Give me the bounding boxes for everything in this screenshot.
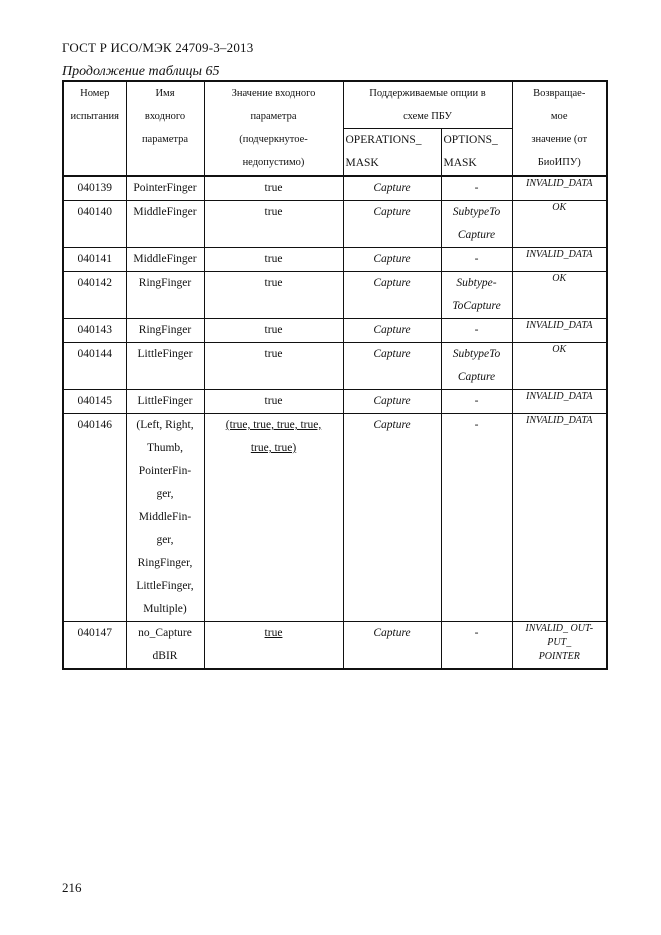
header-line: Поддерживаемые опции в <box>369 88 486 99</box>
document-header: ГОСТ Р ИСО/МЭК 24709-3–2013 <box>62 40 254 55</box>
header-line: мое <box>550 111 568 122</box>
operations-mask-value: Capture <box>373 324 411 336</box>
cell-param-value <box>204 272 343 319</box>
cell-param-name <box>126 622 204 670</box>
test-number: 040145 <box>77 395 112 407</box>
cell-options-mask <box>441 414 512 622</box>
cell-return-value <box>512 390 607 414</box>
operations-mask-value: Capture <box>373 182 411 194</box>
operations-mask-value: Capture <box>373 253 411 265</box>
test-number: 040140 <box>77 206 112 218</box>
cell-param-name <box>126 343 204 390</box>
cell-param-value <box>204 414 343 622</box>
test-number: 040146 <box>77 419 112 431</box>
header-return-value <box>512 81 607 176</box>
header-line: входного <box>144 111 186 122</box>
cell-test-number <box>63 272 126 319</box>
cell-operations-mask <box>343 343 441 390</box>
cell-return-value <box>512 272 607 319</box>
cell-test-number <box>63 390 126 414</box>
cell-line: Capture <box>457 229 496 241</box>
cell-line: true <box>264 182 283 194</box>
cell-test-number <box>63 176 126 201</box>
cell-line: (Left, Right, <box>136 419 194 431</box>
cell-line: ger, <box>156 488 174 500</box>
cell-line: Capture <box>457 371 496 383</box>
cell-options-mask <box>441 272 512 319</box>
cell-line: PUT_ <box>547 637 572 648</box>
cell-line: SubtypeTo <box>452 206 501 218</box>
cell-line: (true, true, true, true, <box>225 419 322 431</box>
table-row <box>63 343 607 390</box>
cell-line: ger, <box>156 534 174 546</box>
cell-line: OK <box>552 273 567 284</box>
cell-param-value <box>204 176 343 201</box>
cell-param-name <box>126 319 204 343</box>
cell-operations-mask <box>343 414 441 622</box>
cell-param-name <box>126 272 204 319</box>
cell-test-number <box>63 343 126 390</box>
cell-line: true <box>264 348 283 360</box>
header-line: OPERATIONS_ <box>345 134 422 146</box>
test-table <box>62 80 608 670</box>
cell-line: INVALID_DATA <box>526 249 593 260</box>
header-line: значение (от <box>531 134 588 145</box>
cell-line: PointerFinger <box>133 182 197 194</box>
cell-param-name <box>126 414 204 622</box>
cell-operations-mask <box>343 390 441 414</box>
cell-line: true <box>264 324 283 336</box>
cell-line: dBIR <box>152 650 178 662</box>
cell-operations-mask <box>343 319 441 343</box>
cell-line: MiddleFinger <box>133 253 197 265</box>
cell-param-name <box>126 201 204 248</box>
cell-param-value <box>204 201 343 248</box>
cell-line: ToCapture <box>452 300 501 312</box>
test-number: 040147 <box>77 627 112 639</box>
header-line: MASK <box>345 157 379 169</box>
table-row <box>63 622 607 670</box>
test-number: 040139 <box>77 182 112 194</box>
cell-options-mask <box>441 343 512 390</box>
table-row <box>63 201 607 248</box>
cell-options-mask <box>441 390 512 414</box>
cell-return-value <box>512 343 607 390</box>
cell-operations-mask <box>343 176 441 201</box>
cell-line: Multiple) <box>143 603 187 615</box>
cell-line: LittleFinger <box>137 348 193 360</box>
cell-line: true <box>264 395 283 407</box>
cell-return-value <box>512 248 607 272</box>
header-line: Возвращае- <box>533 88 586 99</box>
operations-mask-value: Capture <box>373 419 411 431</box>
header-param-value <box>204 81 343 176</box>
cell-param-name <box>126 176 204 201</box>
header-line: Номер <box>80 88 110 99</box>
header-line: Значение входного <box>231 88 316 99</box>
cell-options-mask <box>441 248 512 272</box>
table-row <box>63 414 607 622</box>
table-row <box>63 176 607 201</box>
operations-mask-value: Capture <box>373 277 411 289</box>
table-header <box>63 81 607 176</box>
header-supported-options <box>343 81 512 129</box>
table-caption: Продолжение таблицы 65 <box>62 64 220 79</box>
cell-test-number <box>63 622 126 670</box>
header-param-name <box>126 81 204 176</box>
test-number: 040141 <box>77 253 112 265</box>
cell-line: RingFinger, <box>137 557 193 569</box>
cell-line: RingFinger <box>138 277 192 289</box>
cell-param-value <box>204 622 343 670</box>
cell-line: OK <box>552 344 567 355</box>
cell-test-number <box>63 319 126 343</box>
cell-line: OK <box>552 202 567 213</box>
header-line: испытания <box>70 111 119 122</box>
cell-line: true <box>264 253 283 265</box>
table-row <box>63 319 607 343</box>
table-row <box>63 272 607 319</box>
page-number: 216 <box>62 880 82 895</box>
cell-line: LittleFinger, <box>136 580 194 592</box>
cell-line: no_Capture <box>138 627 192 639</box>
test-number: 040142 <box>77 277 112 289</box>
cell-line: INVALID_ OUT- <box>525 623 594 634</box>
header-line: БиоИПУ) <box>537 157 581 168</box>
cell-return-value <box>512 622 607 670</box>
cell-return-value <box>512 319 607 343</box>
cell-options-mask <box>441 622 512 670</box>
cell-operations-mask <box>343 248 441 272</box>
cell-operations-mask <box>343 622 441 670</box>
cell-param-value <box>204 248 343 272</box>
cell-line: PointerFin- <box>138 465 192 477</box>
cell-operations-mask <box>343 272 441 319</box>
cell-line: LittleFinger <box>137 395 193 407</box>
test-number: 040144 <box>77 348 112 360</box>
cell-line: INVALID_DATA <box>526 415 593 426</box>
header-line: (подчеркнутое- <box>239 134 308 145</box>
cell-line: MiddleFin- <box>138 511 192 523</box>
cell-line: POINTER <box>538 651 580 662</box>
operations-mask-value: Capture <box>373 627 411 639</box>
cell-operations-mask <box>343 201 441 248</box>
cell-param-value <box>204 343 343 390</box>
cell-line: - <box>474 419 479 431</box>
cell-line: INVALID_DATA <box>526 178 593 189</box>
cell-line: true, true) <box>250 442 297 454</box>
cell-line: - <box>474 182 479 194</box>
header-line: недопустимо) <box>242 157 305 168</box>
cell-return-value <box>512 176 607 201</box>
header-line: параметра <box>141 134 189 145</box>
cell-param-value <box>204 319 343 343</box>
header-line: Имя <box>155 88 175 99</box>
table-body <box>63 176 607 669</box>
cell-line: true <box>264 277 283 289</box>
cell-line: - <box>474 395 479 407</box>
operations-mask-value: Capture <box>373 206 411 218</box>
cell-test-number <box>63 201 126 248</box>
cell-line: true <box>264 206 283 218</box>
header-line: схеме ПБУ <box>403 111 452 122</box>
cell-line: INVALID_DATA <box>526 391 593 402</box>
cell-line: SubtypeTo <box>452 348 501 360</box>
cell-line: MiddleFinger <box>133 206 197 218</box>
header-line: параметра <box>250 111 297 122</box>
cell-param-value <box>204 390 343 414</box>
cell-line: true <box>264 627 283 639</box>
cell-options-mask <box>441 176 512 201</box>
cell-options-mask <box>441 319 512 343</box>
cell-param-name <box>126 248 204 272</box>
cell-options-mask <box>441 201 512 248</box>
cell-line: RingFinger <box>138 324 192 336</box>
cell-line: - <box>474 253 479 265</box>
table-row <box>63 248 607 272</box>
test-number: 040143 <box>77 324 112 336</box>
header-options-mask <box>441 129 512 177</box>
cell-line: Thumb, <box>146 442 184 454</box>
operations-mask-value: Capture <box>373 348 411 360</box>
header-operations-mask <box>343 129 441 177</box>
operations-mask-value: Capture <box>373 395 411 407</box>
cell-line: Subtype- <box>456 277 497 289</box>
cell-test-number <box>63 414 126 622</box>
table-row <box>63 390 607 414</box>
cell-return-value <box>512 414 607 622</box>
cell-line: - <box>474 627 479 639</box>
cell-test-number <box>63 248 126 272</box>
cell-return-value <box>512 201 607 248</box>
header-line: OPTIONS_ <box>443 134 498 146</box>
cell-line: - <box>474 324 479 336</box>
header-test-number <box>63 81 126 176</box>
cell-line: INVALID_DATA <box>526 320 593 331</box>
cell-param-name <box>126 390 204 414</box>
header-line: MASK <box>443 157 477 169</box>
